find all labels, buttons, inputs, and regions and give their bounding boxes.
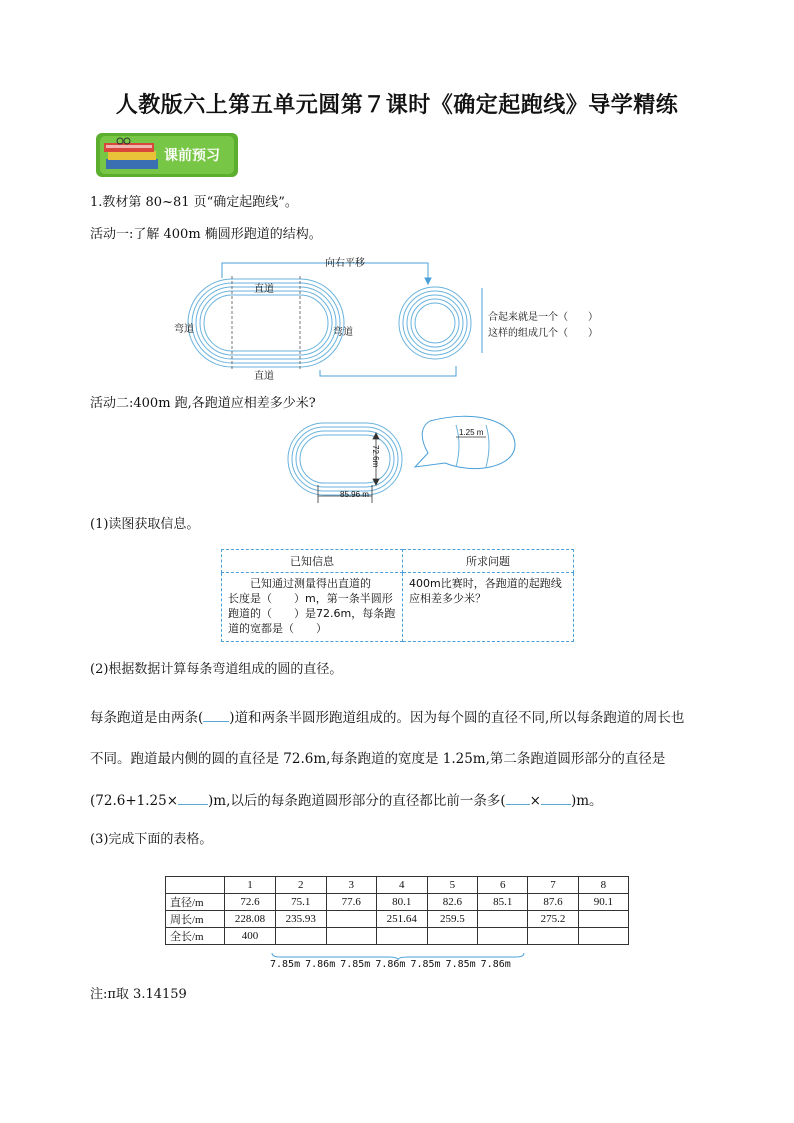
table-header-cell: 7 [528, 877, 578, 894]
table-cell[interactable] [427, 928, 477, 945]
table-cell[interactable] [578, 911, 628, 928]
table-cell[interactable] [478, 911, 528, 928]
combine-line-1: 合起来就是一个（ ） [488, 312, 598, 323]
difference-value: 7.85m [410, 959, 441, 970]
blank-3[interactable] [506, 804, 530, 805]
table-cell: 235.93 [275, 911, 326, 928]
difference-value: 7.85m [340, 959, 371, 970]
table-cell[interactable] [578, 928, 628, 945]
table-cell: 275.2 [528, 911, 578, 928]
table-header-cell: 2 [275, 877, 326, 894]
table-cell[interactable] [528, 928, 578, 945]
lane-width-label: 1.25 m [459, 428, 484, 437]
step-2: (2)根据数据计算每条弯道组成的圆的直径。 [90, 662, 343, 677]
table-cell[interactable] [275, 928, 326, 945]
table-cell: 全长/m [166, 928, 225, 945]
blank-2[interactable] [178, 804, 208, 805]
table-cell: 400 [225, 928, 276, 945]
shift-label: 向右平移 [325, 258, 365, 269]
activity-2: 活动二:400m 跑,各跑道应相差多少米? [90, 396, 316, 411]
straight-bottom-label: 直道 [254, 371, 274, 382]
table-header-row [166, 877, 629, 894]
straight-top-label: 直道 [254, 284, 274, 295]
table-header-cell: 5 [427, 877, 477, 894]
page-title: 人教版六上第五单元圆第７课时《确定起跑线》导学精练 [115, 93, 679, 118]
straight-length-label: 85.96 m [340, 490, 369, 499]
table-cell: 82.6 [427, 894, 477, 911]
known-header: 已知信息 [222, 550, 403, 573]
table-cell: 72.6 [225, 894, 276, 911]
table-cell[interactable] [326, 911, 376, 928]
activity-1: 活动一:了解 400m 椭圆形跑道的结构。 [90, 227, 322, 242]
track-dimension-diagram [280, 415, 520, 505]
table-cell: 80.1 [376, 894, 427, 911]
table-cell: 87.6 [528, 894, 578, 911]
table-cell[interactable] [376, 928, 427, 945]
difference-value: 7.85m [445, 959, 476, 970]
step-3: (3)完成下面的表格。 [90, 832, 213, 847]
preview-badge [96, 133, 238, 177]
badge-label: 课前预习 [164, 148, 220, 164]
paragraph-line-2: 不同。跑道最内侧的圆的直径是 72.6m,每条跑道的宽度是 1.25m,第二条跑道圆形部分的直径是 [90, 751, 666, 767]
table-cell: 259.5 [427, 911, 477, 928]
table-cell: 77.6 [326, 894, 376, 911]
table-cell: 90.1 [578, 894, 628, 911]
table-header-cell: 3 [326, 877, 376, 894]
table-cell: 直径/m [166, 894, 225, 911]
blank-1[interactable] [203, 721, 229, 722]
table-cell: 75.1 [275, 894, 326, 911]
difference-value: 7.86m [375, 959, 406, 970]
difference-row [270, 952, 526, 970]
info-table [221, 549, 574, 642]
table-header-cell: 8 [578, 877, 628, 894]
pi-note: 注:π取 3.14159 [90, 987, 187, 1002]
table-cell: 周长/m [166, 911, 225, 928]
table-header-cell: 4 [376, 877, 427, 894]
difference-value: 7.86m [480, 959, 511, 970]
table-cell[interactable] [326, 928, 376, 945]
paragraph-line-1: 每条跑道是由两条( )道和两条半圆形跑道组成的。因为每个圆的直径不同,所以每条跑道的周长也 [90, 710, 685, 726]
paragraph-line-3: (72.6+1.25× )m,以后的每条跑道圆形部分的直径都比前一条多( × )m。 [90, 793, 603, 809]
asked-question: 400m比赛时，各跑道的起跑线 应相差多少米？ [403, 573, 574, 642]
table-cell: 228.08 [225, 911, 276, 928]
table-row [166, 911, 629, 928]
known-info: 已知通过测量得出直道的 长度是（ ）m，第一条半圆形 跑道的（ ）是72.6m，每条跑 道的宽都是（ ） [222, 573, 403, 642]
question-1: 1.教材第 80~81 页“确定起跑线”。 [90, 195, 298, 210]
curve-left-label: 弯道 [174, 324, 194, 335]
table-cell: 251.64 [376, 911, 427, 928]
table-cell[interactable] [478, 928, 528, 945]
combine-line-2: 这样的组成几个（ ） [488, 328, 598, 339]
difference-value: 7.86m [305, 959, 336, 970]
table-row [166, 928, 629, 945]
table-header-cell [166, 877, 225, 894]
data-table [165, 876, 629, 945]
table-header-cell: 1 [225, 877, 276, 894]
table-cell: 85.1 [478, 894, 528, 911]
step-1: (1)读图获取信息。 [90, 517, 200, 532]
diameter-label: 72.6m [371, 445, 380, 468]
table-header-cell: 6 [478, 877, 528, 894]
table-row [166, 894, 629, 911]
blank-4[interactable] [541, 804, 571, 805]
curve-right-label: 弯道 [333, 327, 353, 338]
ask-header: 所求问题 [403, 550, 574, 573]
difference-value: 7.85m [270, 959, 301, 970]
